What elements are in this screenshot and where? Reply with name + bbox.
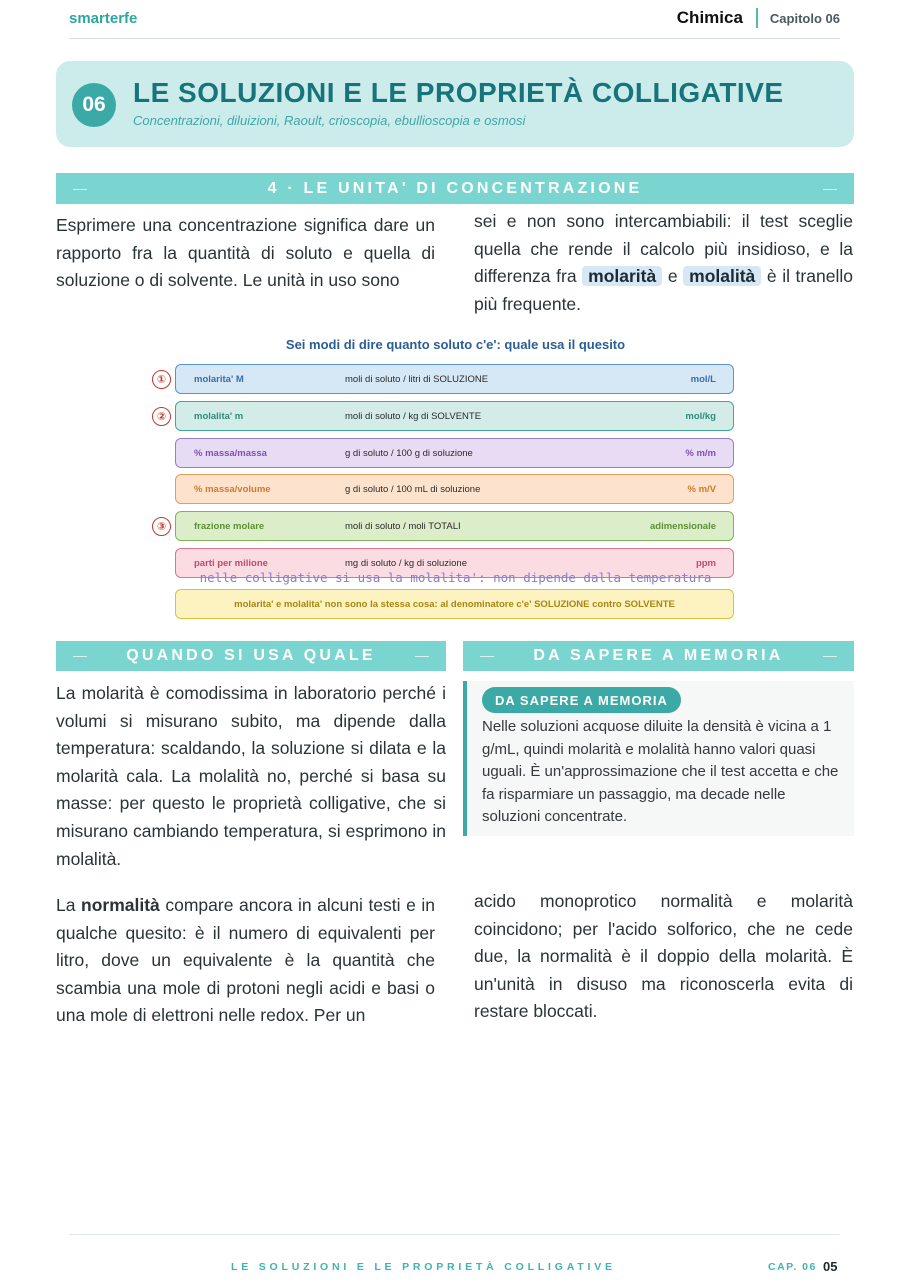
normalita-term: normalità: [81, 895, 160, 915]
chapter-subtitle: Concentrazioni, diluizioni, Raoult, crioscopia, ebullioscopia e osmosi: [133, 113, 526, 128]
marker-1: ①: [152, 370, 171, 389]
intro-text: e: [667, 266, 678, 287]
marker-2: ②: [152, 407, 171, 426]
header-divider: [756, 8, 758, 28]
quando-paragraph: La molarità è comodissima in laboratorio perché i volumi si misurano subito, ma dipende dalla temperatura: scaldando, la soluzione si dilata e la molarità cala. La molalità no, perché si basa su masse: per questo le proprietà colligative, che si misurano cambiando temperatura, si esprimono in molalità.: [56, 683, 446, 869]
unit-name: % massa/massa: [194, 448, 267, 459]
unit-name: parti per milione: [194, 558, 268, 569]
bar-dash-left: [480, 656, 494, 657]
page-number: 05: [823, 1259, 838, 1274]
figure-annotation: nelle colligative si usa la molalita': non dipende dalla temperatura: [199, 570, 712, 585]
unit-name: molalita' m: [194, 411, 244, 422]
unit-definition: g di soluto / 100 mL di soluzione: [345, 484, 481, 495]
footer-rule: [69, 1234, 840, 1235]
unit-name: frazione molare: [194, 521, 265, 532]
section-heading-bar: [56, 173, 854, 204]
intro-text: è il tranello più frequente.: [474, 266, 853, 314]
unit-definition: mg di soluto / kg di soluzione: [345, 558, 467, 569]
unit-row: [175, 511, 734, 541]
section-heading: DA SAPERE A MEMORIA: [533, 647, 784, 664]
footer-chapter: CAP. 06: [768, 1261, 817, 1273]
memo-box: [463, 681, 854, 836]
unit-symbol: mol/L: [690, 374, 716, 385]
chapter-label: Capitolo 06: [769, 10, 840, 26]
section-heading: QUANDO SI USA QUALE: [126, 647, 376, 664]
unit-symbol: ppm: [695, 558, 716, 569]
normalita-paragraph-col2: acido monoprotico normalità e molarità coincidono; per l'acido solforico, che ne cede due, la normalità è il doppio della molarità. È un'unità in disuso ma riconoscerla evita di restare bloccati.: [474, 891, 853, 1022]
chapter-number-badge: 06: [72, 83, 116, 127]
highlight-molarita: molarità: [582, 266, 662, 286]
unit-definition: moli di soluto / litri di SOLUZIONE: [345, 374, 489, 385]
unit-row: [175, 438, 734, 468]
normalita-paragraph-col1: [56, 892, 435, 1030]
bar-dash-left: [73, 189, 87, 190]
unit-row: [175, 401, 734, 431]
chapter-title: LE SOLUZIONI E LE PROPRIETÀ COLLIGATIVE: [133, 77, 784, 108]
header-rule: [69, 38, 840, 39]
unit-symbol: adimensionale: [650, 521, 716, 532]
bar-dash-right: [415, 656, 429, 657]
figure-note: molarita' e molalita' non sono la stessa cosa: al denominatore c'e' SOLUZIONE contro SOLVENTE: [175, 589, 734, 619]
unit-symbol: mol/kg: [685, 411, 716, 422]
section-heading-bar: [463, 641, 854, 671]
bar-dash-right: [823, 656, 837, 657]
section-heading: 4 · LE UNITA' DI CONCENTRAZIONE: [267, 179, 643, 197]
section-heading-bar: [56, 641, 446, 671]
highlight-molalita: molalità: [683, 266, 761, 286]
normalita-text: La: [56, 895, 76, 915]
unit-name: % massa/volume: [194, 484, 271, 495]
intro-paragraph-col2: [474, 208, 853, 318]
intro-paragraph-col1: Esprimere una concentrazione significa dare un rapporto fra la quantità di soluto e quella di soluzione o di solvente. Le unità in uso sono: [56, 215, 435, 291]
unit-symbol: % m/V: [687, 484, 716, 495]
brand-logo: smarterfe: [69, 10, 138, 27]
figure-title: Sei modi di dire quanto soluto c'e': quale usa il quesito: [285, 337, 626, 352]
unit-row: [175, 364, 734, 394]
unit-row: [175, 474, 734, 504]
unit-definition: g di soluto / 100 g di soluzione: [345, 448, 473, 459]
footer-title: LE SOLUZIONI E LE PROPRIETÀ COLLIGATIVE: [231, 1261, 616, 1273]
unit-definition: moli di soluto / kg di SOLVENTE: [345, 411, 482, 422]
unit-definition: moli di soluto / moli TOTALI: [345, 521, 461, 532]
header-meta: [677, 8, 840, 28]
intro-text: sei e non sono intercambiabili: il test sceglie quella che rende il calcolo più insidioso, e la differenza fra: [474, 211, 853, 287]
unit-symbol: % m/m: [685, 448, 716, 459]
unit-name: molarita' M: [194, 374, 244, 385]
subject-label: Chimica: [676, 8, 743, 27]
normalita-text: compare ancora in alcuni testi e in qualche quesito: è il numero di equivalenti per litro, dove un equivalente è la quantità che scambia una mole di protoni negli acidi e basi o una mole di elettroni nelle redox. Per un: [56, 895, 435, 1026]
memo-text: Nelle soluzioni acquose diluite la densità è vicina a 1 g/mL, quindi molarità e molalità hanno valori quasi uguali. È un'approssimazione che il test accetta e che fa risparmiare un passaggio, ma decade nelle soluzioni concentrate.: [482, 718, 839, 826]
bar-dash-left: [73, 656, 87, 657]
marker-3: ③: [152, 517, 171, 536]
bar-dash-right: [823, 189, 837, 190]
memo-pill: DA SAPERE A MEMORIA: [482, 687, 681, 713]
